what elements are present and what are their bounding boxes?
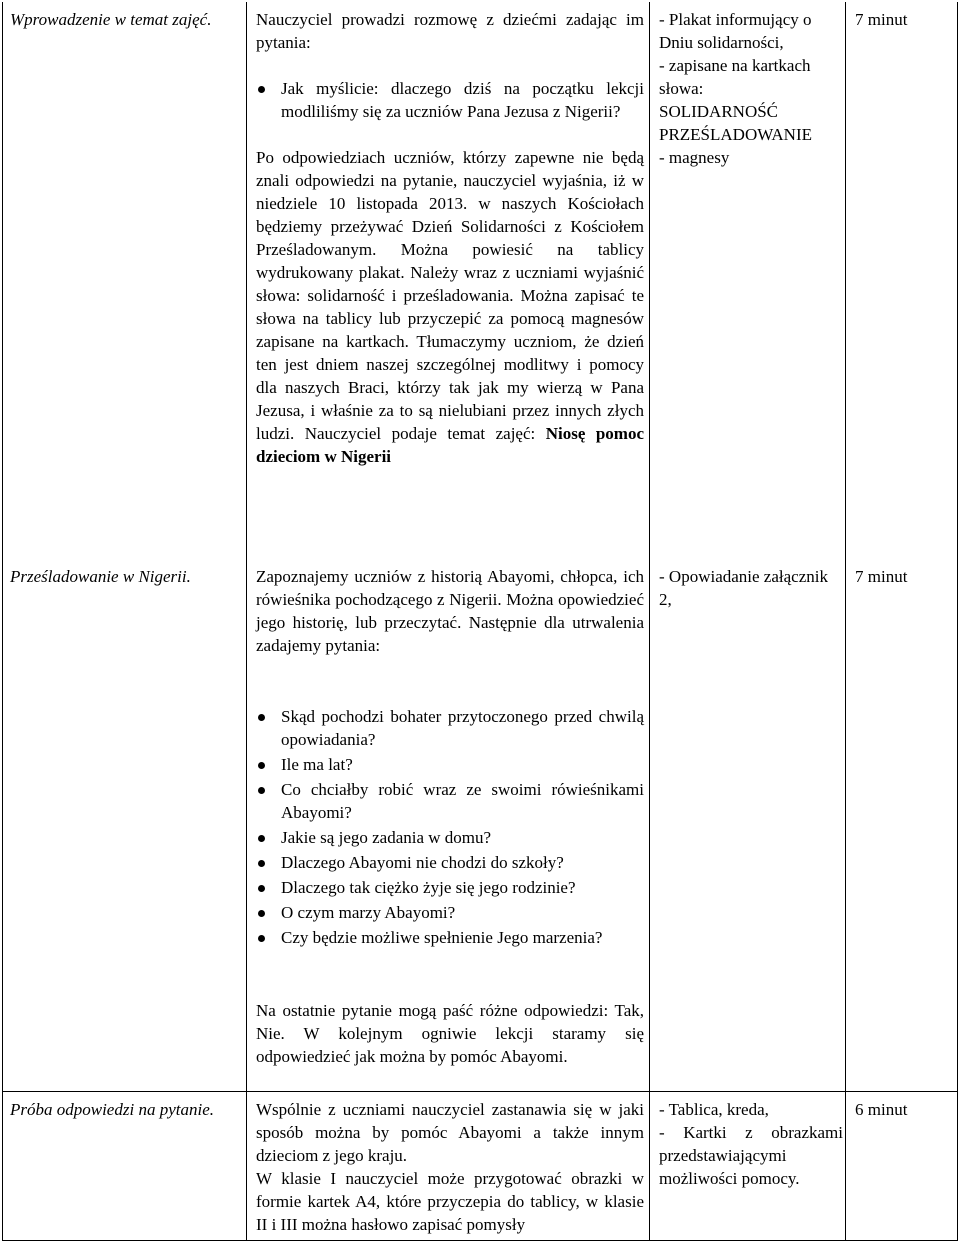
row3-paragraph: W klasie I nauczyciel może przygotować obrazki w formie kartek A4, które przyczepia do tablicy, w klasie II i III można hasłowo zapisać pomysły (256, 1169, 644, 1234)
bullet-icon (258, 762, 265, 769)
list-item: Skąd pochodzi bohater przytoczonego przed chwilą opowiadania? (256, 705, 644, 751)
list-item: Dlaczego Abayomi nie chodzi do szkoły? (256, 851, 644, 874)
list-item: Jak myślicie: dlaczego dziś na początku lekcji modliliśmy się za uczniów Pana Jezusa z Nigerii? (256, 77, 644, 123)
row1-activity (256, 8, 644, 468)
bullet-icon (258, 714, 265, 721)
row-divider (3, 1091, 957, 1092)
column-divider (649, 2, 650, 1240)
row2-outro: Na ostatnie pytanie mogą paść różne odpowiedzi: Tak, Nie. W kolejnym ogniwie lekcji staramy się odpowiedzieć jak można by pomóc Abayomi. (256, 1001, 644, 1066)
column-divider (845, 2, 846, 1240)
material-item: - Kartki z obrazkami przedstawiającymi możliwości pomocy. (659, 1123, 843, 1188)
material-item: - Plakat informujący o Dniu solidarności, (659, 10, 812, 52)
list-item: Co chciałby robić wraz ze swoimi rówieśnikami Abayomi? (256, 778, 644, 824)
list-item: Dlaczego tak ciężko żyje się jego rodzinie? (256, 876, 644, 899)
row1-question-list (256, 77, 644, 123)
row3-activity (256, 1098, 644, 1236)
bullet-icon (258, 835, 265, 842)
material-item: - Tablica, kreda, (659, 1100, 769, 1119)
row3-materials (659, 1098, 843, 1190)
row2-activity (256, 565, 644, 657)
list-item: Ile ma lat? (256, 753, 644, 776)
row2-question-list (256, 705, 644, 949)
list-item: O czym marzy Abayomi? (256, 901, 644, 924)
row2-materials (659, 565, 843, 611)
material-item: SOLIDARNOŚĆ (659, 102, 779, 121)
list-item: Czy będzie możliwe spełnienie Jego marzenia? (256, 926, 644, 949)
bullet-icon (258, 935, 265, 942)
row1-explanation: Po odpowiedziach uczniów, którzy zapewne nie będą znali odpowiedzi na pytanie, nauczyciel wyjaśnia, iż w niedziele 10 listopada 2013. w naszych Kościołach będziemy przeżywać Dzień Solidarności z Kościołem Prześladowanym. Można powiesić na tablicy wydrukowany plakat. Należy wraz z uczniami wyjaśnić słowa: solidarność i prześladowania. Można zapisać te słowa na tablicy lub przyczepić za pomocą magnesów zapisane na kartkach. Tłumaczymy uczniom, że dzień ten jest dniem naszej szczególnej modlitwy i pomocy dla naszych Braci, którzy tak jak my wierzą w Pana Jezusa, i właśnie za to są nielubiani przez innych złych ludzi. Nauczyciel podaje temat zajęć: Niosę pomoc dzieciom w Nigerii (256, 148, 645, 466)
bullet-icon (258, 787, 265, 794)
lesson-plan-table (2, 2, 958, 1241)
row1-intro: Nauczyciel prowadzi rozmowę z dziećmi zadając im pytania: (256, 10, 644, 52)
row3-stage-title: Próba odpowiedzi na pytanie. (10, 1100, 214, 1119)
bullet-icon (258, 86, 265, 93)
lesson-topic: Niosę pomoc dzieciom w Nigerii (256, 424, 645, 466)
material-item: - Opowiadanie załącznik 2, (659, 567, 828, 609)
row3-duration: 6 minut (855, 1100, 908, 1119)
row1-materials (659, 8, 843, 169)
bullet-icon (258, 885, 265, 892)
list-item: Jakie są jego zadania w domu? (256, 826, 644, 849)
bullet-icon (258, 910, 265, 917)
row3-paragraph: Wspólnie z uczniami nauczyciel zastanawia się w jaki sposób można by pomóc Abayomi a także innym dzieciom z jego kraju. (256, 1100, 644, 1165)
row1-stage-title: Wprowadzenie w temat zajęć. (10, 10, 212, 29)
material-item: - magnesy (659, 148, 730, 167)
row2-question-block (256, 705, 644, 949)
row2-intro: Zapoznajemy uczniów z historią Abayomi, chłopca, ich rówieśnika pochodzącego z Nigerii. Można opowiedzieć jego historię, lub przeczytać. Następnie dla utrwalenia zadajemy pytania: (256, 567, 644, 655)
column-divider (246, 2, 247, 1240)
row1-duration: 7 minut (855, 10, 908, 29)
row2-stage-title: Prześladowanie w Nigerii. (10, 567, 191, 586)
material-item: PRZEŚLADOWANIE (659, 125, 812, 144)
bullet-icon (258, 860, 265, 867)
material-item: - zapisane na kartkach słowa: (659, 56, 811, 98)
row2-duration: 7 minut (855, 567, 908, 586)
